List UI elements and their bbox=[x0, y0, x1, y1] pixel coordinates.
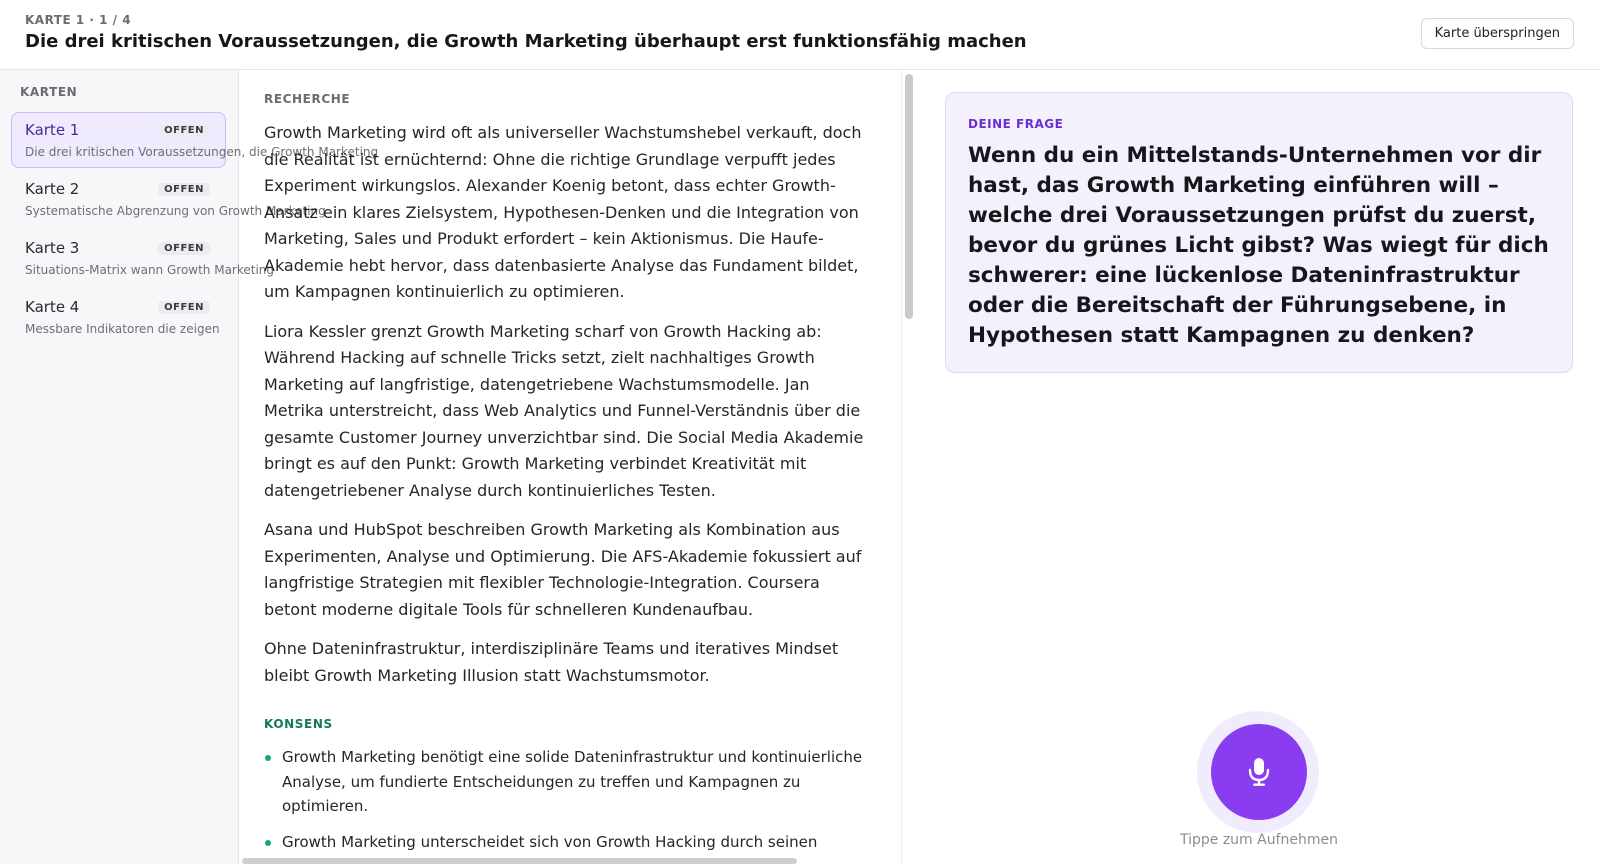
page-title: Die drei kritischen Voraussetzungen, die Growth Marketing überhaupt erst funktionsfähig machen bbox=[25, 31, 1027, 52]
status-badge: OFFEN bbox=[158, 301, 210, 314]
bullet-dot-icon bbox=[265, 840, 271, 846]
sidebar-heading: KARTEN bbox=[20, 85, 78, 99]
record-button[interactable] bbox=[1211, 724, 1307, 820]
sidebar-item-karte-3[interactable] bbox=[11, 230, 275, 286]
question-label: DEINE FRAGE bbox=[968, 117, 1064, 131]
consensus-text: Growth Marketing unterscheidet sich von Growth Hacking durch seinen bbox=[282, 832, 818, 851]
bullet-dot-icon bbox=[265, 755, 271, 761]
card-counter: KARTE 1 · 1 / 4 bbox=[25, 13, 132, 27]
sidebar-item-karte-1[interactable] bbox=[11, 112, 379, 168]
research-paragraph: Asana und HubSpot beschreiben Growth Marketing als Kombination aus Experimenten, Analyse und Optimierung. Die AFS-Akademie fokussiert auf langfristige Strategien mit flexibler Technologie-Integration. Coursera betont moderne digitale Tools für schnelleren Kundenaufbau. bbox=[264, 520, 862, 619]
research-paragraph: Liora Kessler grenzt Growth Marketing scharf von Growth Hacking ab: Während Hacking auf schnelle Tricks setzt, zielt nachhaltiges Growth Marketing auf langfristige, datengetriebene Wachstumsmodelle. Jan Metrika unterstreicht, dass Web Analytics und Funnel-Verständnis über die gesamte Customer Journey unverzichtbar sind. Die Social Media Akademie bringt es auf den Punkt: Growth Marketing verbindet Kreativität mit datengetriebener Analyse durch kontinuierliches Testen. bbox=[264, 321, 864, 500]
skip-card-button[interactable]: Karte überspringen bbox=[1421, 18, 1574, 49]
question-card bbox=[945, 92, 1573, 373]
card-name: Karte 1 bbox=[25, 121, 80, 139]
top-bar bbox=[0, 0, 1600, 70]
research-paragraph: Growth Marketing wird oft als universeller Wachstumshebel verkauft, doch die Realität ist ernüchternd: Ohne die richtige Grundlage verpufft jedes Experiment wirkungslos. Alexander Koenig betont, dass echter Growth-Ansatz ein klares Zielsystem, Hypothesen-Denken und die Integration von Marketing, Sales und Produkt erfordert – kein Aktionismus. Die Haufe-Akademie hebt hervor, dass datenbasierte Analyse das Fundament bildet, um Kampagnen kontinuierlich zu optimieren. bbox=[264, 123, 862, 301]
status-badge: OFFEN bbox=[158, 124, 210, 137]
status-badge: OFFEN bbox=[158, 183, 210, 196]
consensus-label: KONSENS bbox=[264, 717, 333, 731]
card-name: Karte 4 bbox=[25, 298, 80, 316]
card-subtitle: Die drei kritischen Voraussetzungen, die Growth Marketing bbox=[25, 145, 379, 159]
research-panel bbox=[239, 70, 903, 864]
research-label: RECHERCHE bbox=[264, 92, 351, 106]
card-name: Karte 3 bbox=[25, 239, 80, 257]
list-item bbox=[264, 745, 874, 819]
record-caption: Tippe zum Aufnehmen bbox=[1179, 832, 1339, 848]
status-badge: OFFEN bbox=[158, 242, 210, 255]
card-subtitle: Systematische Abgrenzung von Growth Marketing bbox=[25, 204, 326, 218]
card-subtitle: Messbare Indikatoren die zeigen bbox=[25, 322, 220, 336]
list-item bbox=[264, 830, 874, 855]
question-text: Wenn du ein Mittelstands-Unternehmen vor dir hast, das Growth Marketing einführen will – welche drei Voraussetzungen prüfst du zuerst, bevor du grünes Licht gibst? Was wiegt für dich schwerer: eine lückenlose Dateninfrastruktur oder die Bereitschaft der Führungsebene, in Hypothesen statt Kampagnen zu denken? bbox=[968, 143, 1549, 348]
consensus-list bbox=[264, 745, 874, 854]
sidebar-item-karte-4[interactable] bbox=[11, 289, 226, 345]
horizontal-scrollbar-thumb[interactable] bbox=[242, 858, 797, 864]
research-body bbox=[264, 120, 874, 865]
microphone-icon bbox=[1248, 757, 1270, 787]
vertical-scrollbar-thumb[interactable] bbox=[905, 74, 913, 319]
research-paragraph: Ohne Dateninfrastruktur, interdisziplinäre Teams und iteratives Mindset bleibt Growth Marketing Illusion statt Wachstumsmotor. bbox=[264, 639, 839, 685]
card-name: Karte 2 bbox=[25, 180, 80, 198]
consensus-text: Growth Marketing benötigt eine solide Dateninfrastruktur und kontinuierliche Analyse, um fundierte Entscheidungen zu treffen und Kampagnen zu optimieren. bbox=[282, 748, 863, 815]
sidebar-item-karte-2[interactable] bbox=[11, 171, 326, 227]
card-subtitle: Situations-Matrix wann Growth Marketing bbox=[25, 263, 275, 277]
